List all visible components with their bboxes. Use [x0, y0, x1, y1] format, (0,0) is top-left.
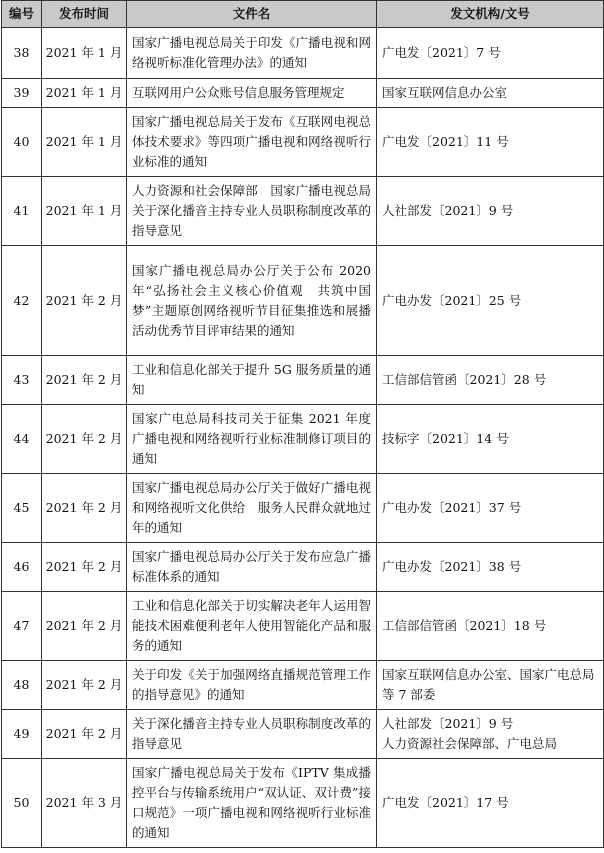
table-row [2, 661, 604, 710]
cell-title: 国家广播电视总局关于发布《互联网电视总体技术要求》等四项广播电视和网络视听行业标准的通知 [127, 108, 377, 177]
cell-date: 2021 年 3 月 [42, 759, 127, 848]
cell-number: 40 [2, 108, 42, 177]
cell-number: 39 [2, 79, 42, 108]
table-row [2, 177, 604, 246]
policy-table [1, 0, 604, 848]
cell-number: 44 [2, 405, 42, 474]
cell-date: 2021 年 2 月 [42, 474, 127, 543]
cell-issuer: 广电发〔2021〕7 号 [377, 28, 604, 79]
cell-date: 2021 年 1 月 [42, 177, 127, 246]
cell-number: 45 [2, 474, 42, 543]
cell-number: 48 [2, 661, 42, 710]
header-date: 发布时间 [42, 1, 127, 28]
cell-number: 47 [2, 592, 42, 661]
table-row [2, 543, 604, 592]
table-row [2, 108, 604, 177]
cell-issuer: 工信部信管函〔2021〕18 号 [377, 592, 604, 661]
cell-issuer: 广电办发〔2021〕37 号 [377, 474, 604, 543]
cell-number: 42 [2, 246, 42, 356]
cell-date: 2021 年 2 月 [42, 592, 127, 661]
cell-issuer: 广电发〔2021〕11 号 [377, 108, 604, 177]
header-number: 编号 [2, 1, 42, 28]
cell-issuer: 技标字〔2021〕14 号 [377, 405, 604, 474]
cell-date: 2021 年 2 月 [42, 661, 127, 710]
cell-issuer: 国家互联网信息办公室 [377, 79, 604, 108]
cell-date: 2021 年 1 月 [42, 28, 127, 79]
cell-number: 46 [2, 543, 42, 592]
cell-date: 2021 年 2 月 [42, 356, 127, 405]
cell-number: 50 [2, 759, 42, 848]
cell-issuer: 广电办发〔2021〕25 号 [377, 246, 604, 356]
cell-title: 国家广播电视总局关于印发《广播电视和网络视听标准化管理办法》的通知 [127, 28, 377, 79]
cell-date: 2021 年 2 月 [42, 710, 127, 759]
cell-title: 国家广播电视总局办公厅关于发布应急广播标准体系的通知 [127, 543, 377, 592]
cell-title: 人力资源和社会保障部 国家广播电视总局关于深化播音主持专业人员职称制度改革的指导意见 [127, 177, 377, 246]
table-header-row [2, 1, 604, 28]
cell-date: 2021 年 2 月 [42, 246, 127, 356]
table-row [2, 356, 604, 405]
cell-issuer: 工信部信管函〔2021〕28 号 [377, 356, 604, 405]
table-row [2, 246, 604, 356]
table-row [2, 592, 604, 661]
cell-title: 国家广播电视总局关于发布《IPTV 集成播控平台与传输系统用户“双认证、双计费”接口规范》一项广播电视和网络视听行业标准的通知 [127, 759, 377, 848]
cell-title: 国家广播电视总局办公厅关于公布 2020 年“弘扬社会主义核心价值观 共筑中国梦”主题原创网络视听节目征集推选和展播活动优秀节目评审结果的通知 [127, 246, 377, 356]
cell-number: 41 [2, 177, 42, 246]
cell-title: 工业和信息化部关于切实解决老年人运用智能技术困难便利老年人使用智能化产品和服务的通知 [127, 592, 377, 661]
cell-number: 49 [2, 710, 42, 759]
cell-date: 2021 年 1 月 [42, 79, 127, 108]
table-row [2, 710, 604, 759]
cell-issuer: 广电办发〔2021〕38 号 [377, 543, 604, 592]
cell-title: 国家广播电视总局办公厅关于做好广播电视和网络视听文化供给 服务人民群众就地过年的通知 [127, 474, 377, 543]
cell-number: 38 [2, 28, 42, 79]
table-row [2, 474, 604, 543]
cell-issuer: 广电发〔2021〕17 号 [377, 759, 604, 848]
cell-title: 关于印发《关于加强网络直播规范管理工作的指导意见》的通知 [127, 661, 377, 710]
cell-date: 2021 年 2 月 [42, 543, 127, 592]
header-title: 文件名 [127, 1, 377, 28]
cell-issuer: 人社部发〔2021〕9 号 [377, 177, 604, 246]
cell-date: 2021 年 1 月 [42, 108, 127, 177]
cell-title: 国家广电总局科技司关于征集 2021 年度广播电视和网络视听行业标准制修订项目的通知 [127, 405, 377, 474]
cell-date: 2021 年 2 月 [42, 405, 127, 474]
cell-title: 互联网用户公众账号信息服务管理规定 [127, 79, 377, 108]
header-issuer: 发文机构/文号 [377, 1, 604, 28]
table-row [2, 28, 604, 79]
cell-issuer: 人社部发〔2021〕9 号 人力资源社会保障部、广电总局 [377, 710, 604, 759]
table-row [2, 79, 604, 108]
cell-title: 工业和信息化部关于提升 5G 服务质量的通知 [127, 356, 377, 405]
cell-number: 43 [2, 356, 42, 405]
cell-title: 关于深化播音主持专业人员职称制度改革的指导意见 [127, 710, 377, 759]
cell-issuer: 国家互联网信息办公室、国家广电总局等 7 部委 [377, 661, 604, 710]
table-row [2, 759, 604, 848]
table-row [2, 405, 604, 474]
